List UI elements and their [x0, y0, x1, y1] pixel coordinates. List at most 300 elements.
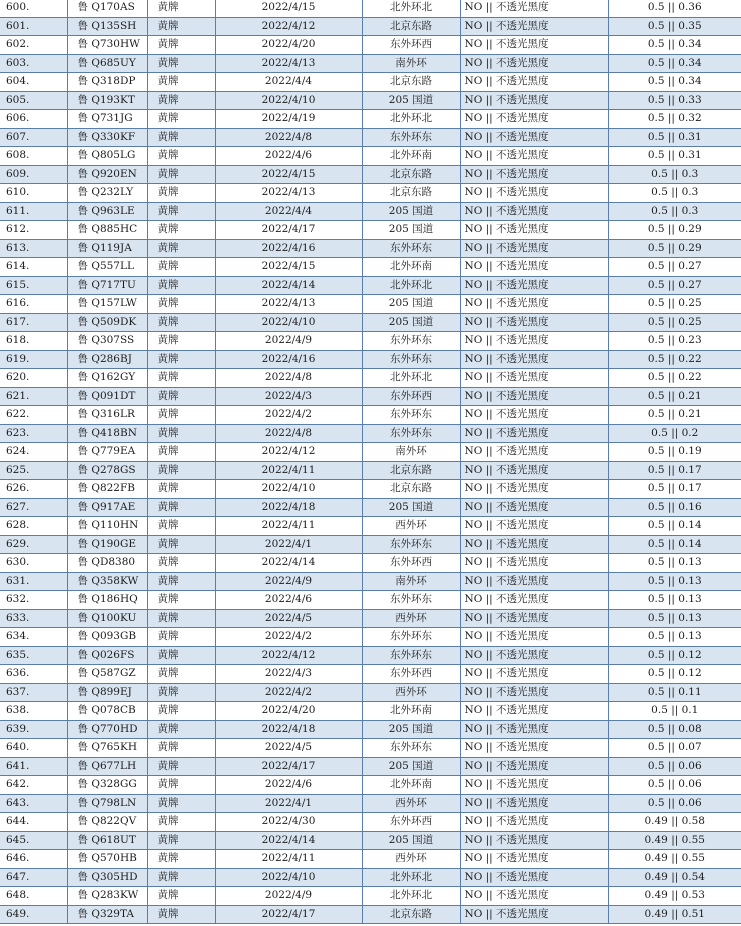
opacity-values-cell: 0.5 || 0.36 [608, 0, 741, 17]
road-location-cell: 205 国道 [362, 720, 460, 739]
test-status-cell: NO || 不透光黑度 [460, 332, 608, 351]
row-number-cell: 600. [0, 0, 67, 17]
plate-type-cell: 黄牌 [147, 295, 215, 314]
test-status-cell: NO || 不透光黑度 [460, 73, 608, 92]
opacity-values-cell: 0.5 || 0.25 [608, 313, 741, 332]
opacity-values-cell: 0.5 || 0.06 [608, 757, 741, 776]
record-date-cell: 2022/4/16 [215, 350, 362, 369]
plate-number-cell: 鲁 Q418BN [67, 424, 147, 443]
table-row [0, 628, 741, 647]
table-row [0, 239, 741, 258]
road-location-cell: 东外环西 [362, 813, 460, 832]
test-status-cell: NO || 不透光黑度 [460, 757, 608, 776]
plate-number-cell: 鲁 Q557LL [67, 258, 147, 277]
table-row [0, 554, 741, 573]
opacity-values-cell: 0.5 || 0.34 [608, 54, 741, 73]
row-number-cell: 607. [0, 128, 67, 147]
opacity-values-cell: 0.5 || 0.1 [608, 702, 741, 721]
record-date-cell: 2022/4/20 [215, 36, 362, 55]
test-status-cell: NO || 不透光黑度 [460, 221, 608, 240]
plate-type-cell: 黄牌 [147, 239, 215, 258]
test-status-cell: NO || 不透光黑度 [460, 387, 608, 406]
plate-type-cell: 黄牌 [147, 609, 215, 628]
plate-number-cell: 鲁 Q618UT [67, 831, 147, 850]
road-location-cell: 北外环北 [362, 110, 460, 129]
plate-number-cell: 鲁 Q157LW [67, 295, 147, 314]
table-row [0, 609, 741, 628]
road-location-cell: 北外环南 [362, 147, 460, 166]
road-location-cell: 北京东路 [362, 905, 460, 924]
road-location-cell: 北京东路 [362, 17, 460, 36]
test-status-cell: NO || 不透光黑度 [460, 887, 608, 906]
row-number-cell: 614. [0, 258, 67, 277]
row-number-cell: 625. [0, 461, 67, 480]
opacity-values-cell: 0.5 || 0.21 [608, 406, 741, 425]
test-status-cell: NO || 不透光黑度 [460, 239, 608, 258]
row-number-cell: 647. [0, 868, 67, 887]
opacity-values-cell: 0.5 || 0.21 [608, 387, 741, 406]
opacity-values-cell: 0.5 || 0.14 [608, 517, 741, 536]
road-location-cell: 北外环南 [362, 776, 460, 795]
table-row [0, 387, 741, 406]
opacity-values-cell: 0.5 || 0.3 [608, 184, 741, 203]
test-status-cell: NO || 不透光黑度 [460, 517, 608, 536]
plate-type-cell: 黄牌 [147, 17, 215, 36]
opacity-values-cell: 0.5 || 0.12 [608, 646, 741, 665]
record-date-cell: 2022/4/17 [215, 221, 362, 240]
plate-type-cell: 黄牌 [147, 110, 215, 129]
plate-number-cell: 鲁 Q170AS [67, 0, 147, 17]
road-location-cell: 北京东路 [362, 184, 460, 203]
record-date-cell: 2022/4/12 [215, 17, 362, 36]
opacity-values-cell: 0.5 || 0.32 [608, 110, 741, 129]
test-status-cell: NO || 不透光黑度 [460, 628, 608, 647]
plate-number-cell: 鲁 Q329TA [67, 905, 147, 924]
table-row [0, 258, 741, 277]
table-row [0, 369, 741, 388]
opacity-values-cell: 0.5 || 0.06 [608, 794, 741, 813]
table-row [0, 332, 741, 351]
row-number-cell: 646. [0, 850, 67, 869]
row-number-cell: 643. [0, 794, 67, 813]
road-location-cell: 西外环 [362, 794, 460, 813]
record-date-cell: 2022/4/30 [215, 813, 362, 832]
table-row [0, 480, 741, 499]
road-location-cell: 北外环北 [362, 369, 460, 388]
opacity-values-cell: 0.5 || 0.07 [608, 739, 741, 758]
row-number-cell: 635. [0, 646, 67, 665]
record-date-cell: 2022/4/18 [215, 720, 362, 739]
plate-type-cell: 黄牌 [147, 165, 215, 184]
record-date-cell: 2022/4/2 [215, 406, 362, 425]
opacity-values-cell: 0.5 || 0.25 [608, 295, 741, 314]
record-date-cell: 2022/4/9 [215, 887, 362, 906]
test-status-cell: NO || 不透光黑度 [460, 36, 608, 55]
table-row [0, 868, 741, 887]
plate-number-cell: 鲁 Q917AE [67, 498, 147, 517]
record-date-cell: 2022/4/4 [215, 202, 362, 221]
test-status-cell: NO || 不透光黑度 [460, 258, 608, 277]
row-number-cell: 615. [0, 276, 67, 295]
record-date-cell: 2022/4/5 [215, 739, 362, 758]
row-number-cell: 644. [0, 813, 67, 832]
plate-number-cell: 鲁 Q026FS [67, 646, 147, 665]
row-number-cell: 649. [0, 905, 67, 924]
table-row [0, 776, 741, 795]
road-location-cell: 东外环西 [362, 36, 460, 55]
row-number-cell: 617. [0, 313, 67, 332]
table-row [0, 128, 741, 147]
opacity-values-cell: 0.5 || 0.27 [608, 258, 741, 277]
table-row [0, 683, 741, 702]
opacity-values-cell: 0.49 || 0.53 [608, 887, 741, 906]
opacity-values-cell: 0.5 || 0.22 [608, 350, 741, 369]
plate-type-cell: 黄牌 [147, 0, 215, 17]
table-row [0, 406, 741, 425]
plate-type-cell: 黄牌 [147, 461, 215, 480]
test-status-cell: NO || 不透光黑度 [460, 609, 608, 628]
plate-number-cell: 鲁 Q091DT [67, 387, 147, 406]
opacity-values-cell: 0.5 || 0.08 [608, 720, 741, 739]
plate-number-cell: 鲁 Q677LH [67, 757, 147, 776]
record-date-cell: 2022/4/8 [215, 424, 362, 443]
row-number-cell: 648. [0, 887, 67, 906]
road-location-cell: 205 国道 [362, 91, 460, 110]
test-status-cell: NO || 不透光黑度 [460, 110, 608, 129]
opacity-values-cell: 0.5 || 0.2 [608, 424, 741, 443]
record-date-cell: 2022/4/13 [215, 54, 362, 73]
record-date-cell: 2022/4/3 [215, 387, 362, 406]
plate-number-cell: 鲁 Q822FB [67, 480, 147, 499]
plate-type-cell: 黄牌 [147, 221, 215, 240]
table-row [0, 73, 741, 92]
record-date-cell: 2022/4/1 [215, 794, 362, 813]
plate-type-cell: 黄牌 [147, 535, 215, 554]
row-number-cell: 609. [0, 165, 67, 184]
road-location-cell: 西外环 [362, 683, 460, 702]
road-location-cell: 西外环 [362, 850, 460, 869]
plate-number-cell: 鲁 Q110HN [67, 517, 147, 536]
opacity-values-cell: 0.5 || 0.14 [608, 535, 741, 554]
plate-number-cell: 鲁 Q318DP [67, 73, 147, 92]
road-location-cell: 北外环北 [362, 0, 460, 17]
plate-type-cell: 黄牌 [147, 313, 215, 332]
row-number-cell: 608. [0, 147, 67, 166]
row-number-cell: 613. [0, 239, 67, 258]
table-row [0, 295, 741, 314]
record-date-cell: 2022/4/12 [215, 443, 362, 462]
road-location-cell: 205 国道 [362, 757, 460, 776]
row-number-cell: 636. [0, 665, 67, 684]
opacity-values-cell: 0.5 || 0.17 [608, 461, 741, 480]
opacity-values-cell: 0.5 || 0.3 [608, 202, 741, 221]
plate-type-cell: 黄牌 [147, 332, 215, 351]
test-status-cell: NO || 不透光黑度 [460, 128, 608, 147]
road-location-cell: 205 国道 [362, 313, 460, 332]
opacity-values-cell: 0.5 || 0.31 [608, 128, 741, 147]
table-row [0, 54, 741, 73]
test-status-cell: NO || 不透光黑度 [460, 17, 608, 36]
plate-type-cell: 黄牌 [147, 517, 215, 536]
row-number-cell: 638. [0, 702, 67, 721]
table-row [0, 443, 741, 462]
road-location-cell: 205 国道 [362, 202, 460, 221]
road-location-cell: 东外环东 [362, 628, 460, 647]
plate-number-cell: 鲁 Q570HB [67, 850, 147, 869]
table-row [0, 720, 741, 739]
test-status-cell: NO || 不透光黑度 [460, 905, 608, 924]
record-date-cell: 2022/4/3 [215, 665, 362, 684]
plate-number-cell: 鲁 Q731JG [67, 110, 147, 129]
plate-type-cell: 黄牌 [147, 350, 215, 369]
plate-type-cell: 黄牌 [147, 720, 215, 739]
table-row [0, 739, 741, 758]
record-date-cell: 2022/4/18 [215, 498, 362, 517]
row-number-cell: 621. [0, 387, 67, 406]
test-status-cell: NO || 不透光黑度 [460, 276, 608, 295]
plate-number-cell: 鲁 Q286BJ [67, 350, 147, 369]
table-row [0, 276, 741, 295]
plate-number-cell: 鲁 Q330KF [67, 128, 147, 147]
plate-number-cell: 鲁 Q779EA [67, 443, 147, 462]
table-row [0, 424, 741, 443]
test-status-cell: NO || 不透光黑度 [460, 739, 608, 758]
road-location-cell: 东外环东 [362, 406, 460, 425]
plate-number-cell: 鲁 Q193KT [67, 91, 147, 110]
plate-type-cell: 黄牌 [147, 406, 215, 425]
road-location-cell: 北外环南 [362, 702, 460, 721]
plate-number-cell: 鲁 Q278GS [67, 461, 147, 480]
row-number-cell: 612. [0, 221, 67, 240]
record-date-cell: 2022/4/15 [215, 0, 362, 17]
opacity-values-cell: 0.5 || 0.13 [608, 572, 741, 591]
plate-type-cell: 黄牌 [147, 54, 215, 73]
row-number-cell: 629. [0, 535, 67, 554]
opacity-values-cell: 0.5 || 0.11 [608, 683, 741, 702]
road-location-cell: 北外环南 [362, 258, 460, 277]
table-row [0, 461, 741, 480]
record-date-cell: 2022/4/11 [215, 850, 362, 869]
row-number-cell: 611. [0, 202, 67, 221]
plate-number-cell: 鲁 Q328GG [67, 776, 147, 795]
test-status-cell: NO || 不透光黑度 [460, 350, 608, 369]
plate-type-cell: 黄牌 [147, 147, 215, 166]
table-row [0, 591, 741, 610]
test-status-cell: NO || 不透光黑度 [460, 776, 608, 795]
plate-type-cell: 黄牌 [147, 36, 215, 55]
plate-number-cell: 鲁 Q093GB [67, 628, 147, 647]
plate-number-cell: 鲁 QD8380 [67, 554, 147, 573]
road-location-cell: 西外环 [362, 609, 460, 628]
row-number-cell: 639. [0, 720, 67, 739]
test-status-cell: NO || 不透光黑度 [460, 646, 608, 665]
opacity-values-cell: 0.5 || 0.3 [608, 165, 741, 184]
plate-number-cell: 鲁 Q316LR [67, 406, 147, 425]
road-location-cell: 东外环东 [362, 424, 460, 443]
opacity-values-cell: 0.5 || 0.29 [608, 239, 741, 258]
table-row [0, 17, 741, 36]
plate-type-cell: 黄牌 [147, 905, 215, 924]
opacity-values-cell: 0.5 || 0.29 [608, 221, 741, 240]
road-location-cell: 东外环东 [362, 350, 460, 369]
row-number-cell: 619. [0, 350, 67, 369]
table-row [0, 110, 741, 129]
row-number-cell: 604. [0, 73, 67, 92]
row-number-cell: 631. [0, 572, 67, 591]
table-row [0, 517, 741, 536]
opacity-values-cell: 0.5 || 0.12 [608, 665, 741, 684]
row-number-cell: 623. [0, 424, 67, 443]
table-row [0, 147, 741, 166]
test-status-cell: NO || 不透光黑度 [460, 406, 608, 425]
road-location-cell: 南外环 [362, 54, 460, 73]
row-number-cell: 637. [0, 683, 67, 702]
road-location-cell: 205 国道 [362, 831, 460, 850]
opacity-values-cell: 0.5 || 0.34 [608, 73, 741, 92]
table-row [0, 165, 741, 184]
row-number-cell: 616. [0, 295, 67, 314]
table-row [0, 794, 741, 813]
table-row [0, 905, 741, 924]
opacity-values-cell: 0.5 || 0.13 [608, 554, 741, 573]
road-location-cell: 东外环东 [362, 739, 460, 758]
plate-number-cell: 鲁 Q305HD [67, 868, 147, 887]
row-number-cell: 628. [0, 517, 67, 536]
row-number-cell: 627. [0, 498, 67, 517]
plate-number-cell: 鲁 Q717TU [67, 276, 147, 295]
plate-type-cell: 黄牌 [147, 628, 215, 647]
plate-type-cell: 黄牌 [147, 369, 215, 388]
plate-number-cell: 鲁 Q587GZ [67, 665, 147, 684]
test-status-cell: NO || 不透光黑度 [460, 572, 608, 591]
table-row [0, 202, 741, 221]
road-location-cell: 西外环 [362, 517, 460, 536]
record-date-cell: 2022/4/9 [215, 572, 362, 591]
plate-type-cell: 黄牌 [147, 202, 215, 221]
row-number-cell: 642. [0, 776, 67, 795]
opacity-values-cell: 0.49 || 0.55 [608, 831, 741, 850]
plate-type-cell: 黄牌 [147, 73, 215, 92]
plate-type-cell: 黄牌 [147, 850, 215, 869]
opacity-values-cell: 0.5 || 0.06 [608, 776, 741, 795]
opacity-values-cell: 0.5 || 0.34 [608, 36, 741, 55]
record-date-cell: 2022/4/13 [215, 184, 362, 203]
row-number-cell: 622. [0, 406, 67, 425]
record-date-cell: 2022/4/14 [215, 831, 362, 850]
row-number-cell: 602. [0, 36, 67, 55]
plate-number-cell: 鲁 Q119JA [67, 239, 147, 258]
record-date-cell: 2022/4/11 [215, 461, 362, 480]
plate-number-cell: 鲁 Q509DK [67, 313, 147, 332]
plate-type-cell: 黄牌 [147, 739, 215, 758]
opacity-values-cell: 0.5 || 0.13 [608, 591, 741, 610]
plate-number-cell: 鲁 Q162GY [67, 369, 147, 388]
plate-number-cell: 鲁 Q232LY [67, 184, 147, 203]
record-date-cell: 2022/4/6 [215, 147, 362, 166]
record-date-cell: 2022/4/14 [215, 276, 362, 295]
plate-type-cell: 黄牌 [147, 776, 215, 795]
test-status-cell: NO || 不透光黑度 [460, 535, 608, 554]
plate-number-cell: 鲁 Q685UY [67, 54, 147, 73]
plate-number-cell: 鲁 Q135SH [67, 17, 147, 36]
row-number-cell: 605. [0, 91, 67, 110]
road-location-cell: 205 国道 [362, 221, 460, 240]
opacity-values-cell: 0.5 || 0.27 [608, 276, 741, 295]
row-number-cell: 630. [0, 554, 67, 573]
row-number-cell: 620. [0, 369, 67, 388]
row-number-cell: 641. [0, 757, 67, 776]
record-date-cell: 2022/4/8 [215, 369, 362, 388]
opacity-values-cell: 0.5 || 0.17 [608, 480, 741, 499]
road-location-cell: 东外环西 [362, 554, 460, 573]
plate-type-cell: 黄牌 [147, 887, 215, 906]
record-date-cell: 2022/4/20 [215, 702, 362, 721]
plate-number-cell: 鲁 Q283KW [67, 887, 147, 906]
road-location-cell: 北京东路 [362, 480, 460, 499]
plate-type-cell: 黄牌 [147, 831, 215, 850]
opacity-values-cell: 0.5 || 0.16 [608, 498, 741, 517]
test-status-cell: NO || 不透光黑度 [460, 295, 608, 314]
plate-type-cell: 黄牌 [147, 91, 215, 110]
plate-type-cell: 黄牌 [147, 572, 215, 591]
opacity-values-cell: 0.5 || 0.19 [608, 443, 741, 462]
row-number-cell: 632. [0, 591, 67, 610]
road-location-cell: 东外环东 [362, 646, 460, 665]
plate-type-cell: 黄牌 [147, 480, 215, 499]
table-row [0, 535, 741, 554]
table-row [0, 665, 741, 684]
road-location-cell: 东外环东 [362, 535, 460, 554]
plate-type-cell: 黄牌 [147, 498, 215, 517]
test-status-cell: NO || 不透光黑度 [460, 794, 608, 813]
road-location-cell: 北京东路 [362, 165, 460, 184]
record-date-cell: 2022/4/6 [215, 591, 362, 610]
test-status-cell: NO || 不透光黑度 [460, 147, 608, 166]
record-date-cell: 2022/4/2 [215, 683, 362, 702]
record-date-cell: 2022/4/10 [215, 313, 362, 332]
table-row [0, 36, 741, 55]
road-location-cell: 北京东路 [362, 73, 460, 92]
test-status-cell: NO || 不透光黑度 [460, 443, 608, 462]
plate-type-cell: 黄牌 [147, 591, 215, 610]
road-location-cell: 东外环西 [362, 387, 460, 406]
record-date-cell: 2022/4/10 [215, 868, 362, 887]
plate-type-cell: 黄牌 [147, 702, 215, 721]
plate-type-cell: 黄牌 [147, 258, 215, 277]
opacity-values-cell: 0.49 || 0.54 [608, 868, 741, 887]
table-row [0, 91, 741, 110]
road-location-cell: 北外环北 [362, 276, 460, 295]
plate-type-cell: 黄牌 [147, 757, 215, 776]
test-status-cell: NO || 不透光黑度 [460, 868, 608, 887]
table-row [0, 221, 741, 240]
record-date-cell: 2022/4/11 [215, 517, 362, 536]
test-status-cell: NO || 不透光黑度 [460, 665, 608, 684]
opacity-values-cell: 0.5 || 0.33 [608, 91, 741, 110]
plate-type-cell: 黄牌 [147, 276, 215, 295]
plate-number-cell: 鲁 Q186HQ [67, 591, 147, 610]
test-status-cell: NO || 不透光黑度 [460, 54, 608, 73]
row-number-cell: 624. [0, 443, 67, 462]
plate-number-cell: 鲁 Q358KW [67, 572, 147, 591]
table-row [0, 498, 741, 517]
record-date-cell: 2022/4/14 [215, 554, 362, 573]
test-status-cell: NO || 不透光黑度 [460, 184, 608, 203]
table-row [0, 350, 741, 369]
plate-type-cell: 黄牌 [147, 443, 215, 462]
plate-type-cell: 黄牌 [147, 794, 215, 813]
record-date-cell: 2022/4/10 [215, 480, 362, 499]
